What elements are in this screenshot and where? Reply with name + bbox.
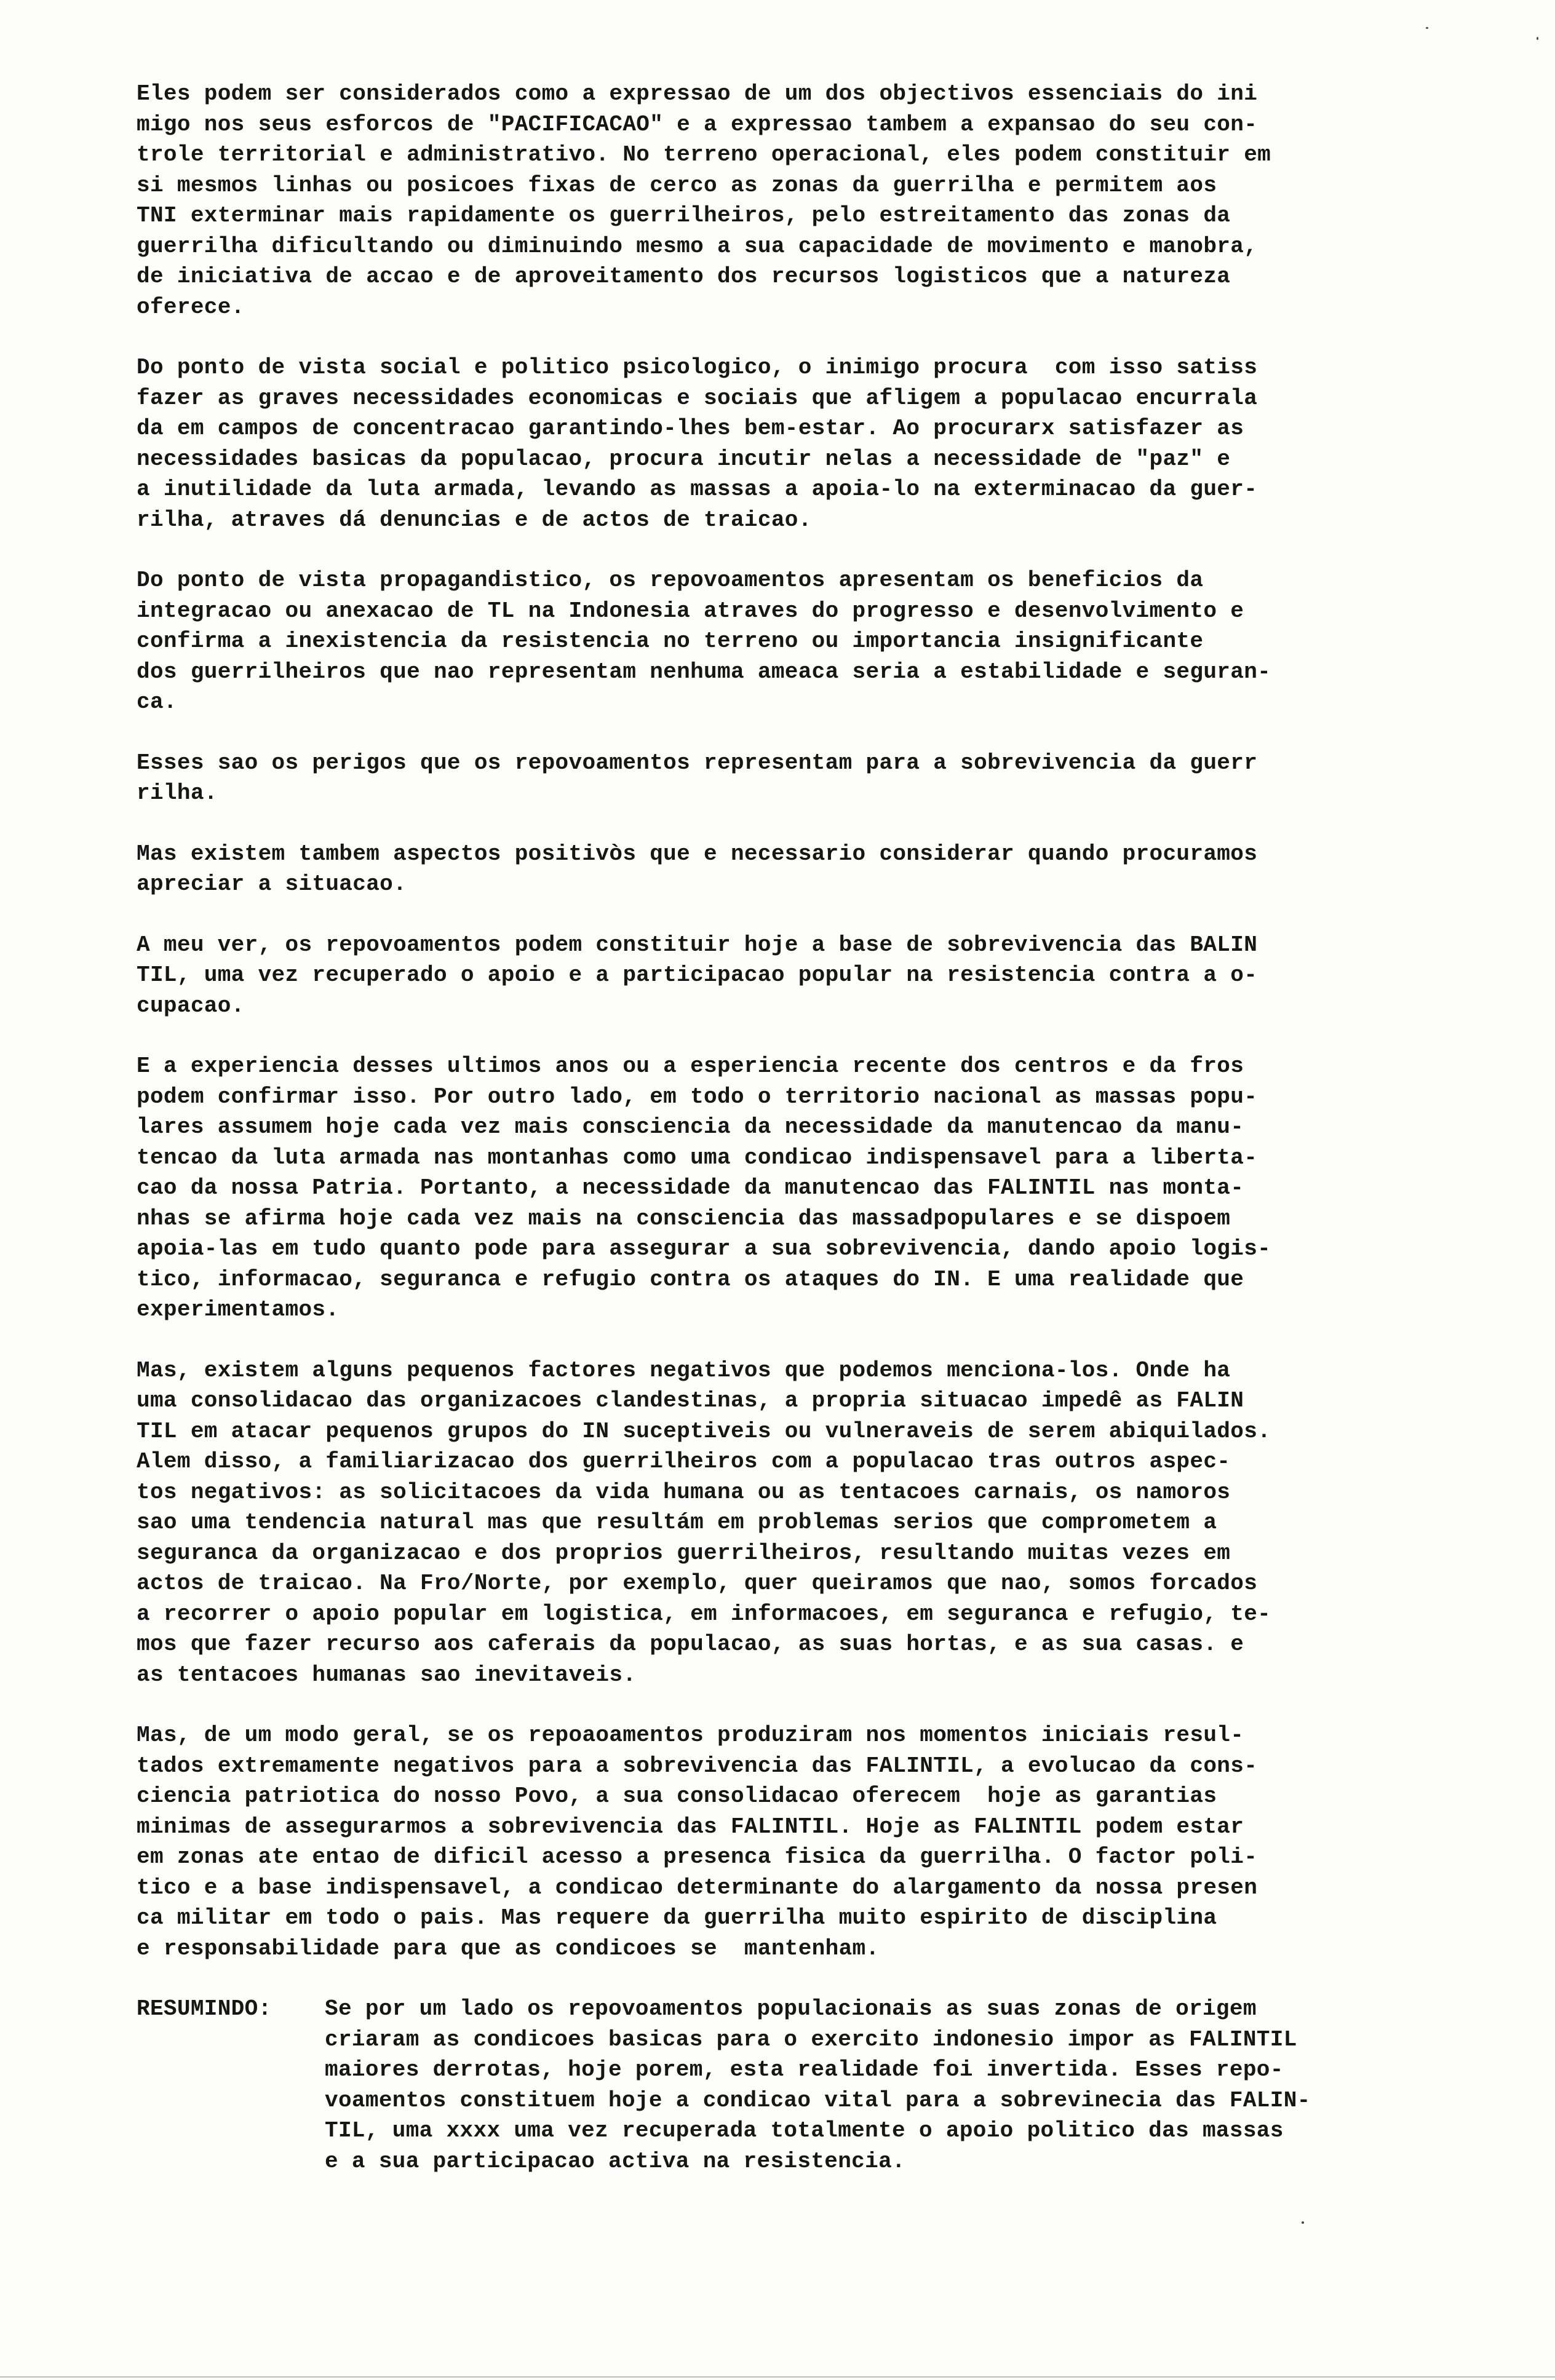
text-line: fazer as graves necessidades economicas e sociais que afligem a populacao encurrala [137,385,1258,411]
text-line: migo nos seus esforcos de "PACIFICACAO" e a expressao tambem a expansao do seu con- [137,111,1258,137]
text-line: TIL, uma xxxx uma vez recuperada totalmente o apoio politico das massas [325,2118,1284,2143]
text-line: minimas de assegurarmos a sobrevivencia das FALINTIL. Hoje as FALINTIL podem estar [137,1814,1244,1839]
text-line: ca militar em todo o pais. Mas requere da guerrilha muito espirito de disciplina [137,1905,1217,1930]
paragraph-4 [137,748,1514,809]
text-line: E a experiencia desses ultimos anos ou a esperiencia recente dos centros e da fros [137,1053,1244,1079]
text-line: da em campos de concentracao garantindo-lhes bem-estar. Ao procurarx satisfazer as [137,416,1244,441]
text-line: confirma a inexistencia da resistencia no terreno ou importancia insignificante [137,629,1204,654]
text-line: podem confirmar isso. Por outro lado, em todo o territorio nacional as massas popu- [137,1084,1258,1109]
scan-edge [0,2376,1555,2378]
document-body [137,79,1514,2176]
text-line: Se por um lado os repovoamentos populacionais as suas zonas de origem [325,1996,1257,2021]
text-line: dos guerrilheiros que nao representam nenhuma ameaca seria a estabilidade e seguran- [137,659,1271,684]
text-line: a inutilidade da luta armada, levando as massas a apoia-lo na exterminacao da guer- [137,477,1258,502]
paragraph-1 [137,79,1514,322]
text-line: apreciar a situacao. [137,871,407,897]
text-line: TIL, uma vez recuperado o apoio e a participacao popular na resistencia contra a o- [137,962,1258,988]
summary-label: RESUMINDO: [137,1996,272,2021]
paragraph-9 [137,1720,1514,1964]
summary-body [325,1994,1514,2176]
text-line: actos de traicao. Na Fro/Norte, por exemplo, quer queiramos que nao, somos forcados [137,1571,1258,1596]
paragraph-7 [137,1051,1514,1325]
text-line: Do ponto de vista social e politico psicologico, o inimigo procura com isso satiss [137,355,1258,380]
text-line: si mesmos linhas ou posicoes fixas de cerco as zonas da guerrilha e permitem aos [137,172,1217,198]
paragraph-8 [137,1355,1514,1691]
text-line: lares assumem hoje cada vez mais consciencia da necessidade da manutencao da manu- [137,1114,1244,1140]
text-line: maiores derrotas, hoje porem, esta realidade foi invertida. Esses repo- [325,2057,1284,2082]
text-line: e responsabilidade para que as condicoes se mantenham. [137,1935,880,1961]
text-line: tados extremamente negativos para a sobrevivencia das FALINTIL, a evolucao da cons- [137,1753,1258,1779]
paragraph-6 [137,930,1514,1021]
text-line: a recorrer o apoio popular em logistica, em informacoes, em seguranca e refugio, te- [137,1601,1271,1627]
text-line: TIL em atacar pequenos grupos do IN suceptiveis ou vulneraveis de serem abiquilados. [137,1418,1271,1444]
scan-speck [1302,2221,1304,2224]
text-line: necessidades basicas da populacao, procura incutir nelas a necessidade de "paz" e [137,446,1231,472]
text-line: em zonas ate entao de dificil acesso a presenca fisica da guerrilha. O factor poli- [137,1844,1258,1870]
text-line: ciencia patriotica do nosso Povo, a sua consolidacao oferecem hoje as garantias [137,1783,1217,1809]
text-line: de iniciativa de accao e de aproveitamento dos recursos logisticos que a natureza [137,264,1231,289]
paragraph-5 [137,839,1514,900]
text-line: guerrilha dificultando ou diminuindo mesmo a sua capacidade de movimento e manobra, [137,233,1258,259]
text-line: Alem disso, a familiarizacao dos guerrilheiros com a populacao tras outros aspec- [137,1449,1231,1474]
text-line: nhas se afirma hoje cada vez mais na consciencia das massadpopulares e se dispoem [137,1205,1231,1231]
scan-speck [1537,37,1538,40]
text-line: mos que fazer recurso aos caferais da populacao, as suas hortas, e as sua casas. e [137,1632,1244,1657]
text-line: uma consolidacao das organizacoes clandestinas, a propria situacao impedê as FALIN [137,1388,1244,1413]
summary-section [137,1994,1514,2176]
text-line: oferece. [137,294,245,320]
text-line: TNI exterminar mais rapidamente os guerrilheiros, pelo estreitamento das zonas da [137,203,1231,228]
scan-speck [1426,27,1428,29]
text-line: rilha, atraves dá denuncias e de actos de traicao. [137,507,812,533]
text-line: Esses sao os perigos que os repovoamentos representam para a sobrevivencia da guerr [137,750,1258,775]
text-line: trole territorial e administrativo. No terreno operacional, eles podem constituir em [137,142,1271,167]
text-line: Mas existem tambem aspectos positivòs que e necessario considerar quando procuramos [137,841,1258,867]
paragraph-3 [137,565,1514,718]
text-line: cao da nossa Patria. Portanto, a necessidade da manutencao das FALINTIL nas monta- [137,1175,1244,1200]
text-line: tencao da luta armada nas montanhas como uma condicao indispensavel para a liberta- [137,1144,1258,1170]
text-line: experimentamos. [137,1297,340,1322]
text-line: rilha. [137,780,218,806]
text-line: tico e a base indispensavel, a condicao determinante do alargamento da nossa presen [137,1874,1258,1900]
text-line: criaram as condicoes basicas para o exercito indonesio impor as FALINTIL [325,2026,1297,2052]
text-line: Eles podem ser considerados como a expressao de um dos objectivos essenciais do ini [137,81,1258,106]
text-line: seguranca da organizacao e dos proprios guerrilheiros, resultando muitas vezes em [137,1540,1231,1566]
text-line: e a sua participacao activa na resistencia. [325,2148,906,2174]
text-line: sao uma tendencia natural mas que resultám em problemas serios que comprometem a [137,1510,1217,1535]
text-line: A meu ver, os repovoamentos podem constituir hoje a base de sobrevivencia das BALIN [137,932,1258,958]
text-line: voamentos constituem hoje a condicao vital para a sobrevinecia das FALIN- [325,2087,1311,2113]
text-line: Do ponto de vista propagandistico, os repovoamentos apresentam os beneficios da [137,568,1204,593]
text-line: as tentacoes humanas sao inevitaveis. [137,1662,637,1688]
text-line: Mas, de um modo geral, se os repoaoamentos produziram nos momentos iniciais resul- [137,1723,1244,1748]
text-line: tico, informacao, seguranca e refugio contra os ataques do IN. E uma realidade que [137,1266,1244,1292]
paragraph-2 [137,352,1514,535]
text-line: cupacao. [137,993,245,1018]
text-line: Mas, existem alguns pequenos factores negativos que podemos menciona-los. Onde ha [137,1357,1231,1383]
text-line: ca. [137,689,177,715]
text-line: integracao ou anexacao de TL na Indonesia atraves do progresso e desenvolvimento e [137,598,1244,624]
text-line: tos negativos: as solicitacoes da vida humana ou as tentacoes carnais, os namoros [137,1479,1231,1505]
text-line: apoia-las em tudo quanto pode para assegurar a sua sobrevivencia, dando apoio logis- [137,1236,1271,1261]
